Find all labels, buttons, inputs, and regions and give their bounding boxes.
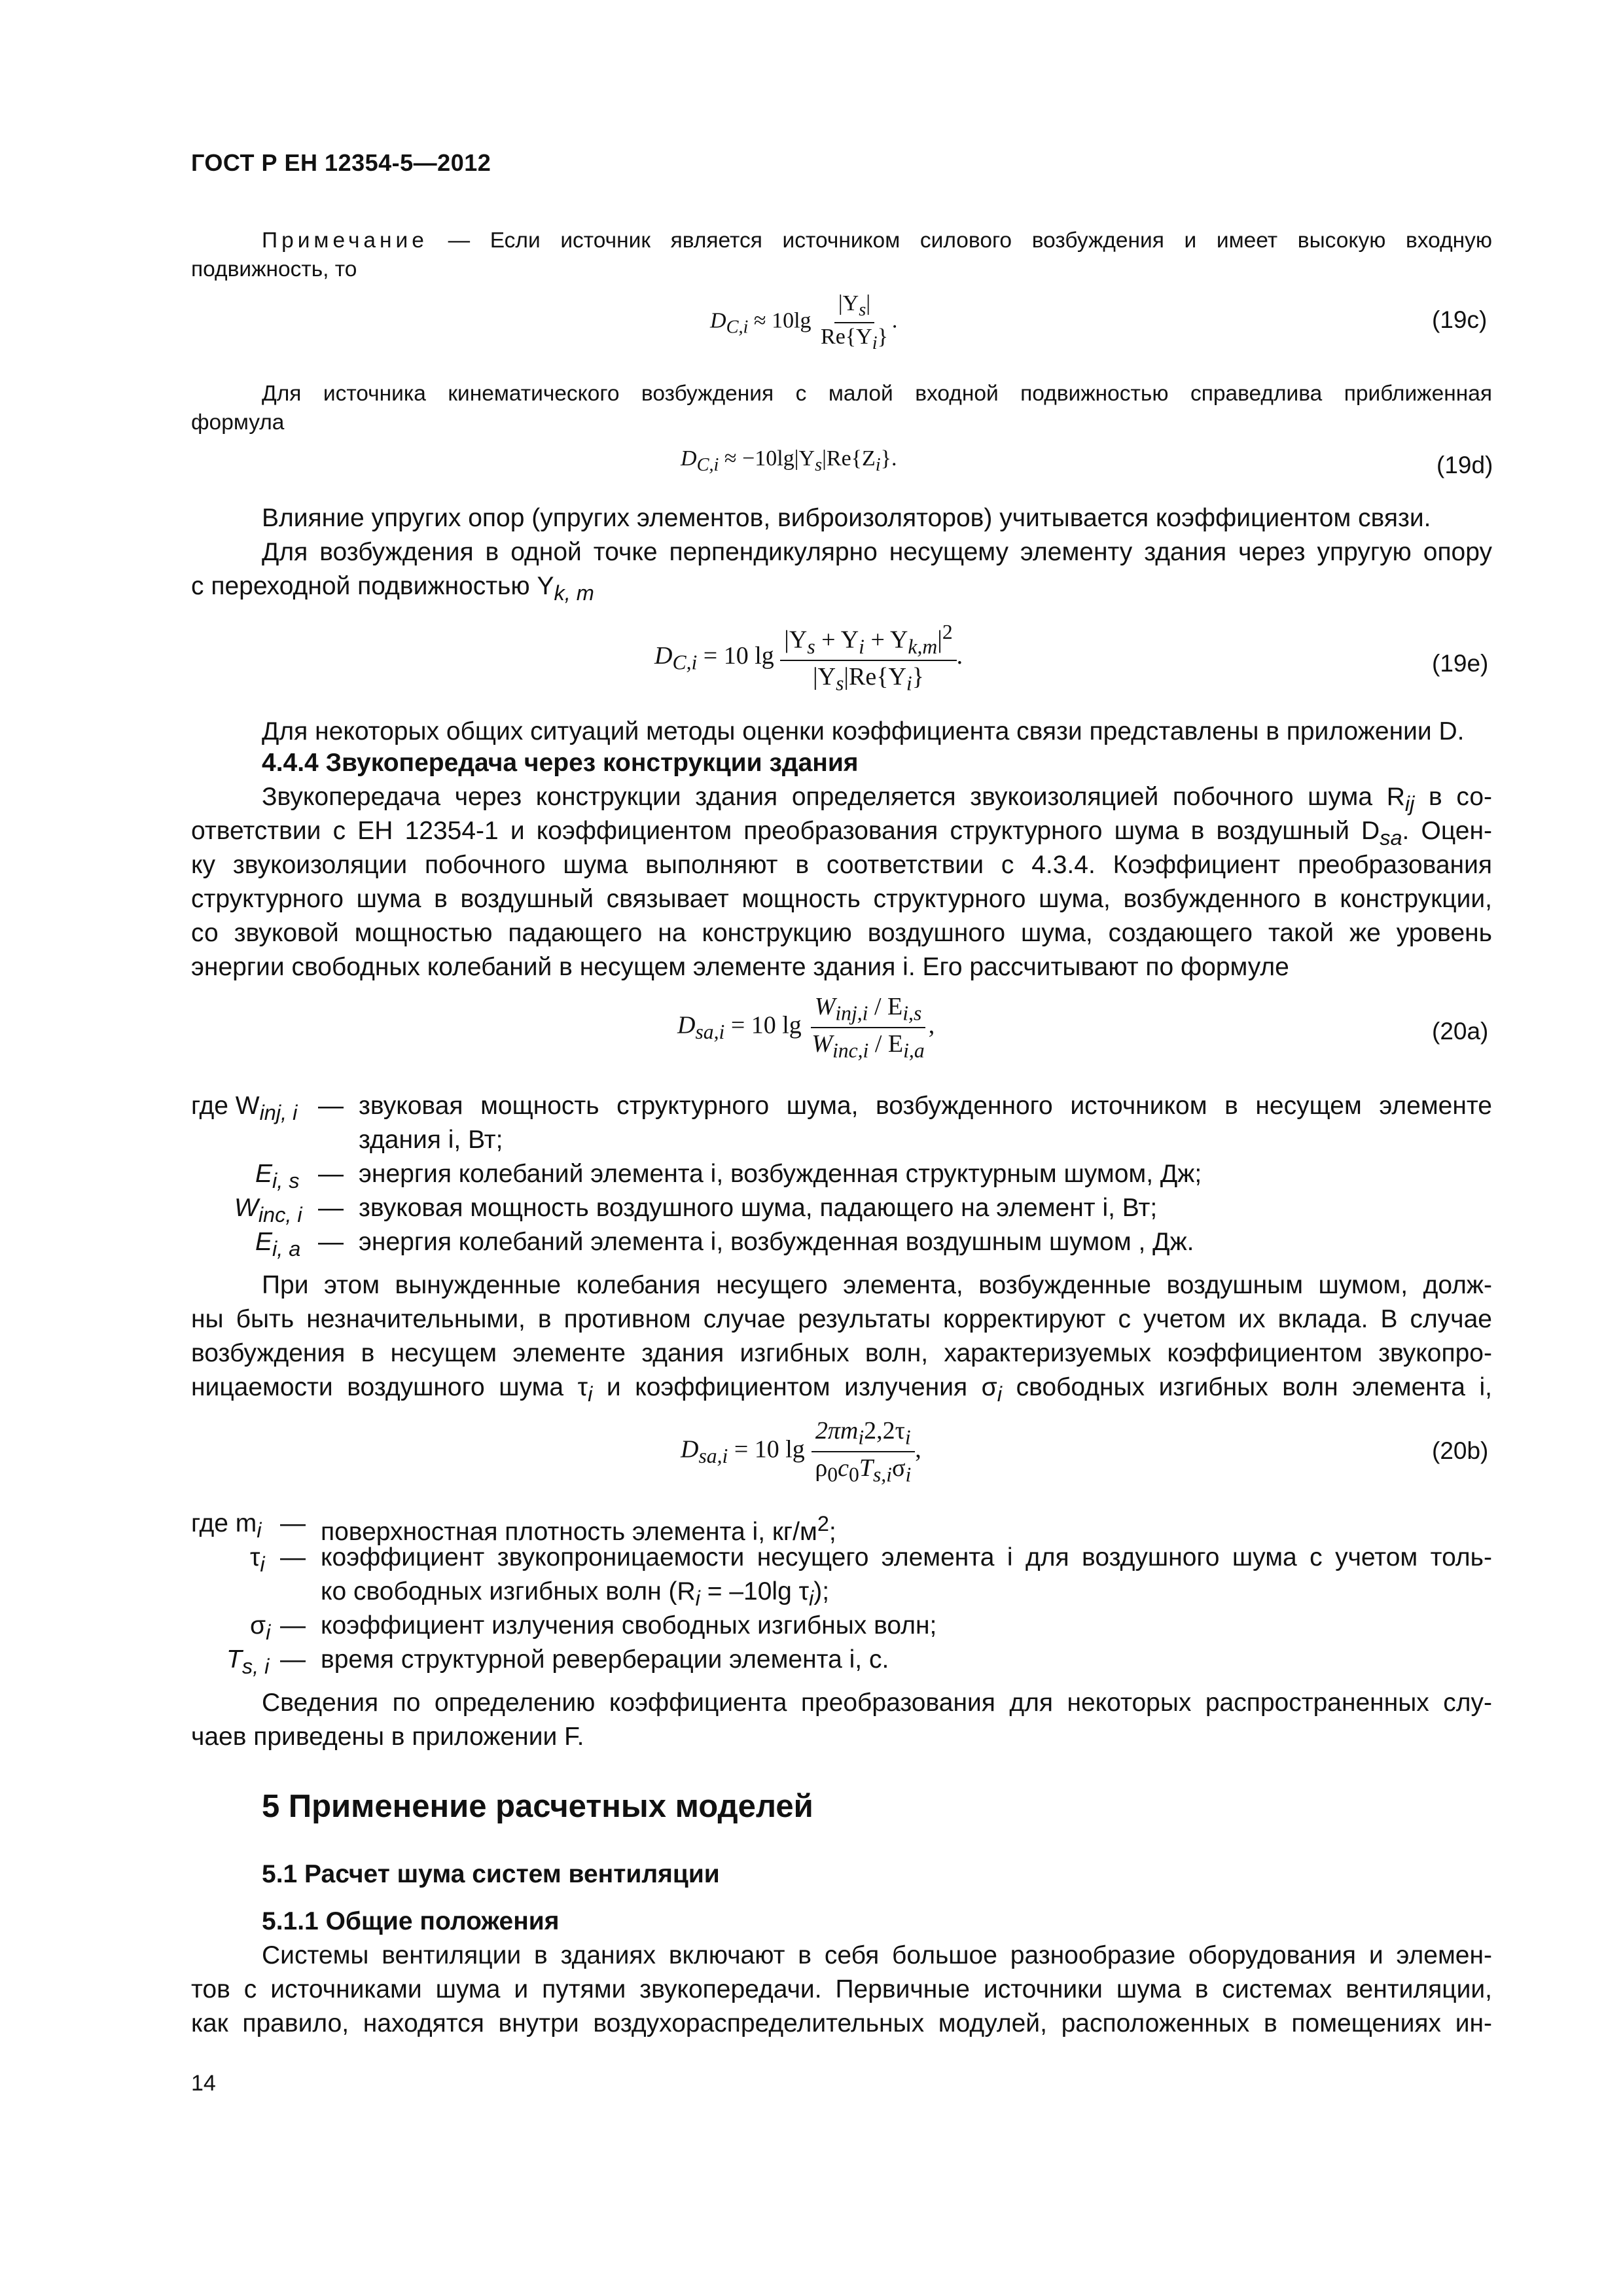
paragraph-ventilation-line-1: Системы вентиляции в зданиях включают в себя большое разнообразие оборудования и элемен- bbox=[262, 1941, 1492, 1969]
paragraph-excitation-line-2: с переходной подвижностью $Y_{k, m}$ bbox=[191, 572, 594, 605]
formula-number-19d: (19d) bbox=[1436, 452, 1493, 478]
paragraph-transmission-line-4: структурного шума в воздушный связывает мощность структурного шума, возбужденного в конструкции, bbox=[191, 885, 1492, 913]
formula-number-20b: (20b) bbox=[1432, 1437, 1489, 1464]
formula-19e: $D_{C,i} = 10$ lg $\frac{|Y_s + Y_i + Y_{k,m}|^2}{|Y_s|Re\{Y_i\}}$ . bbox=[654, 620, 963, 695]
paragraph-transmission-line-2: ответствии с ЕН 12354-1 и коэффициентом преобразования структурного шума в воздушный $D_{sa}$. Оцен- bbox=[191, 817, 1492, 850]
section-heading-5-1-1: 5.1.1 Общие положения bbox=[262, 1907, 560, 1935]
definition-winc-symbol: $W_{inc, i}$ bbox=[234, 1194, 302, 1227]
definition-sigma-symbol: $\sigma_i$ bbox=[250, 1611, 271, 1644]
definition-tau-symbol: $\tau_i$ bbox=[250, 1543, 265, 1576]
definition-eis-text: энергия колебаний элемента i, возбужденная структурным шумом, Дж; bbox=[359, 1160, 1202, 1188]
definition-eia-text: энергия колебаний элемента i, возбужденная воздушным шумом , Дж. bbox=[359, 1228, 1194, 1256]
formula-number-19c: (19c) bbox=[1432, 306, 1488, 333]
definition-sigma-text: коэффициент излучения свободных изгибных волн; bbox=[321, 1611, 937, 1640]
paragraph-excitation-line-1: Для возбуждения в одной точке перпендикулярно несущему элементу здания через упругую опору bbox=[262, 538, 1492, 566]
definition-dash: — bbox=[280, 1543, 306, 1571]
definition-dash: — bbox=[280, 1611, 306, 1640]
definition-mi-text: поверхностная плотность элемента i, $кг/м^2$; bbox=[321, 1512, 836, 1546]
definition-winj-text: звуковая мощность структурного шума, возбужденного источником в несущем элементе bbox=[359, 1092, 1492, 1120]
paragraph-ventilation-line-2: тов с источниками шума и путями звукопередачи. Первичные источники шума в системах вентиляции, bbox=[191, 1975, 1492, 2003]
paragraph-appendix-f-line-1: Сведения по определению коэффициента преобразования для некоторых распространенных слу- bbox=[262, 1689, 1492, 1717]
paragraph-transmission-line-3: ку звукоизоляции побочного шума выполняют в соответствии с 4.3.4. Коэффициент преобразования bbox=[191, 851, 1492, 879]
definition-dash: — bbox=[280, 1509, 306, 1537]
kinematic-line-1: Для источника кинематического возбуждения с малой входной подвижностью справедлива приближенная bbox=[262, 382, 1492, 406]
paragraph-transmission-line-1: Звукопередача через конструкции здания определяется звукоизоляцией побочного шума $R_{ij}$ в со- bbox=[262, 783, 1492, 816]
definition-eia-symbol: $E_{i, a}$ bbox=[255, 1228, 301, 1261]
note-line-2: подвижность, то bbox=[191, 257, 357, 281]
note-line-1: Примечание — Если источник является источником силового возбуждения и имеет высокую входную bbox=[262, 228, 1492, 253]
definition-dash: — bbox=[318, 1194, 344, 1222]
paragraph-forced-line-1: При этом вынужденные колебания несущего элемента, возбужденные воздушным шумом, долж- bbox=[262, 1271, 1492, 1299]
section-heading-4-4-4: 4.4.4 Звукопередача через конструкции здания bbox=[262, 749, 859, 777]
definition-eis-symbol: $E_{i, s}$ bbox=[255, 1160, 300, 1193]
formula-20a: $D_{sa,i} = 10$ lg $\frac{W_{inj,i} / E_{i,s}}{W_{inc,i} / E_{i,a}}$ , bbox=[677, 993, 935, 1062]
definition-dash: — bbox=[280, 1645, 306, 1674]
paragraph-ventilation-line-3: как правило, находятся внутри воздухораспределительных модулей, расположенных в помещениях ин- bbox=[191, 2009, 1492, 2037]
paragraph-forced-line-3: возбуждения в несущем элементе здания изгибных волн, характеризуемых коэффициентом звукопро- bbox=[191, 1339, 1492, 1367]
kinematic-line-2: формула bbox=[191, 410, 285, 435]
definition-ts-text: время структурной реверберации элемента i, с. bbox=[321, 1645, 889, 1674]
note-label: Примечание bbox=[262, 228, 428, 253]
document-header: ГОСТ Р ЕН 12354-5—2012 bbox=[191, 149, 491, 176]
formula-19d: $D_{C,i} \approx -10\lg|Y_s|Re\{Z_i\}$. bbox=[681, 446, 897, 475]
definition-mi-symbol: где $m_i$ bbox=[191, 1509, 262, 1542]
paragraph-transmission-line-5: со звуковой мощностью падающего на конструкцию воздушного шума, создающего такой же уровень bbox=[191, 919, 1492, 947]
paragraph-transmission-line-6: энергии свободных колебаний в несущем элементе здания i. Его рассчитывают по формуле bbox=[191, 953, 1289, 981]
formula-number-20a: (20a) bbox=[1432, 1018, 1489, 1045]
definition-tau-text-2: ко свободных изгибных волн ($R_i = -10\lg$ $\tau_i$); bbox=[321, 1577, 830, 1610]
paragraph-appendix-d: Для некоторых общих ситуаций методы оценки коэффициента связи представлены в приложении D. bbox=[262, 717, 1465, 745]
definition-tau-text: коэффициент звукопроницаемости несущего элемента i для воздушного шума с учетом толь- bbox=[321, 1543, 1492, 1571]
section-heading-5-1: 5.1 Расчет шума систем вентиляции bbox=[262, 1860, 720, 1888]
paragraph-forced-line-4: ницаемости воздушного шума $\tau_i$ и коэффициентом излучения $\sigma_i$ свободных изгибных волн элемента i, bbox=[191, 1373, 1493, 1406]
formula-20b: $D_{sa,i} = 10$ lg $\frac{2\pi m_i2,2\tau_i}{\rho_0c_0T_{s,i}\sigma_i}$ , bbox=[681, 1417, 921, 1486]
page-number: 14 bbox=[191, 2071, 216, 2096]
definition-dash: — bbox=[318, 1160, 344, 1188]
formula-number-19e: (19e) bbox=[1432, 650, 1489, 677]
paragraph-forced-line-2: ны быть незначительными, в противном случае результаты корректируют с учетом их вклада. В случае bbox=[191, 1305, 1492, 1333]
definition-winj-symbol: где $W_{inj, i}$ bbox=[191, 1092, 298, 1124]
definition-dash: — bbox=[318, 1228, 344, 1256]
paragraph-elastic-supports: Влияние упругих опор (упругих элементов, виброизоляторов) учитывается коэффициентом связи. bbox=[262, 504, 1431, 532]
definition-winc-text: звуковая мощность воздушного шума, падающего на элемент i, Вт; bbox=[359, 1194, 1158, 1222]
formula-19c: $D_{C,i} \approx 10\lg$ $\frac{|Y_s|}{Re\{Y_i\}}$ . bbox=[710, 291, 898, 353]
section-heading-5: 5 Применение расчетных моделей bbox=[262, 1789, 813, 1824]
definition-dash: — bbox=[318, 1092, 344, 1120]
definition-ts-symbol: $T_{s, i}$ bbox=[226, 1645, 270, 1678]
paragraph-appendix-f-line-2: чаев приведены в приложении F. bbox=[191, 1723, 584, 1751]
definition-winj-text-2: здания i, Вт; bbox=[359, 1126, 503, 1154]
